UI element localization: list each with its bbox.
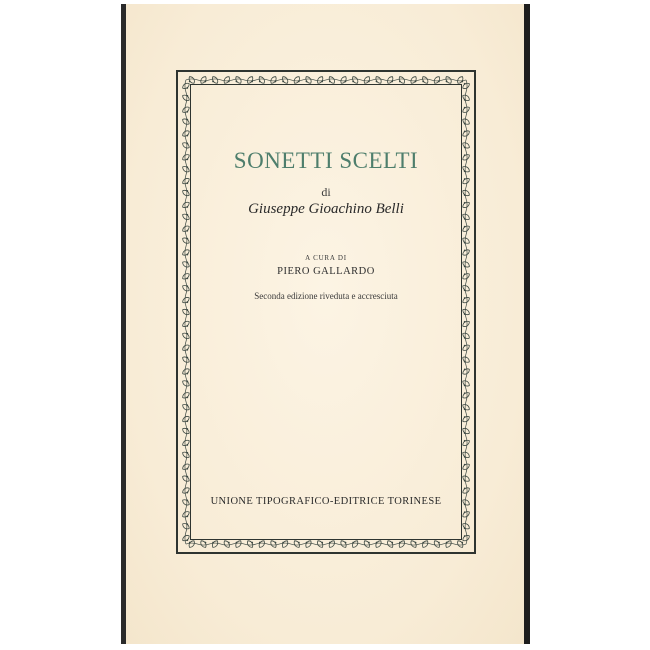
ornament-leaf [461,438,471,447]
ornament-leaf [461,343,471,352]
ornament-leaf [303,539,312,549]
ornament-vine [465,80,467,544]
ornament-leaf [293,539,302,549]
ornament-leaf [461,451,471,460]
ornament-leaf [461,176,471,185]
ornament-leaf [461,390,471,399]
ornament-leaf [327,539,336,549]
ornament-leaf [339,539,348,549]
ornament-leaf [187,539,196,549]
ornament-leaf [350,539,359,549]
author-name: Giuseppe Gioachino Belli [248,201,404,217]
ornament-leaf [461,403,471,412]
editor-name: PIERO GALLARDO [277,266,375,277]
ornament-leaf [461,260,471,269]
ornament-leaf [461,319,471,328]
ornament-leaf [461,105,471,114]
ornament-leaf [461,308,471,317]
ornament-leaf [461,117,471,126]
ornament-leaf [461,485,471,494]
title-page-content [192,86,460,538]
ornament-leaf [461,427,471,436]
ornament-leaf [461,295,471,304]
ornament-leaf [461,200,471,209]
book-cover-edge [524,4,530,644]
publisher-name: UNIONE TIPOGRAFICO-EDITRICE TORINESE [210,496,442,507]
ornament-leaf [199,539,208,549]
ornament-leaf [461,141,471,150]
ornament-leaf [456,539,465,549]
ornament-leaf [433,539,442,549]
ornament-leaf [461,165,471,174]
by-line: di [321,185,331,199]
title-page [126,4,524,644]
ornamental-frame [176,70,476,554]
ornament-leaf [461,224,471,233]
ornament-leaf [461,379,471,388]
ornament-leaf [461,152,471,161]
ornament-leaf [461,247,471,256]
ornament-vine [186,543,466,545]
ornament-leaf [461,414,471,423]
ornament-leaf [223,539,232,549]
ornament-leaf [461,236,471,245]
ornament-leaf [461,355,471,364]
ornament-leaf [461,474,471,483]
ornament-leaf [461,284,471,293]
ornament-leaf [461,366,471,375]
ornament-leaf [363,539,372,549]
book-title: SONETTI SCELTI [233,148,419,173]
ornament-leaf [316,539,325,549]
ornament-leaf [409,539,418,549]
ornament-leaf [210,539,219,549]
ornament-leaf [461,128,471,137]
ornament-leaf [280,539,289,549]
ornament-leaf [444,539,453,549]
ornament-leaf [461,189,471,198]
edition-note: Seconda edizione riveduta e accresciuta [254,291,398,301]
ornament-leaf [461,271,471,280]
ornament-vine [185,80,187,544]
ornament-leaf [386,539,395,549]
ornament-leaf [461,213,471,222]
ornament-leaf [420,539,429,549]
ornament-leaf [461,94,471,103]
ornament-leaf [269,539,278,549]
ornament-leaf [461,498,471,507]
ornament-leaf [397,539,406,549]
ornament-leaf [233,539,242,549]
ornament-leaf [461,332,471,341]
ornament-leaf [461,509,471,518]
ornament-leaf [461,81,471,90]
ornament-leaf [374,539,383,549]
ornament-vine [186,79,466,81]
ornament-leaf [461,533,471,542]
edited-by-label: A CURA DI [305,254,347,262]
ornament-leaf [257,539,266,549]
ornament-leaf [246,539,255,549]
ornament-leaf [461,522,471,531]
ornament-leaf [461,462,471,471]
